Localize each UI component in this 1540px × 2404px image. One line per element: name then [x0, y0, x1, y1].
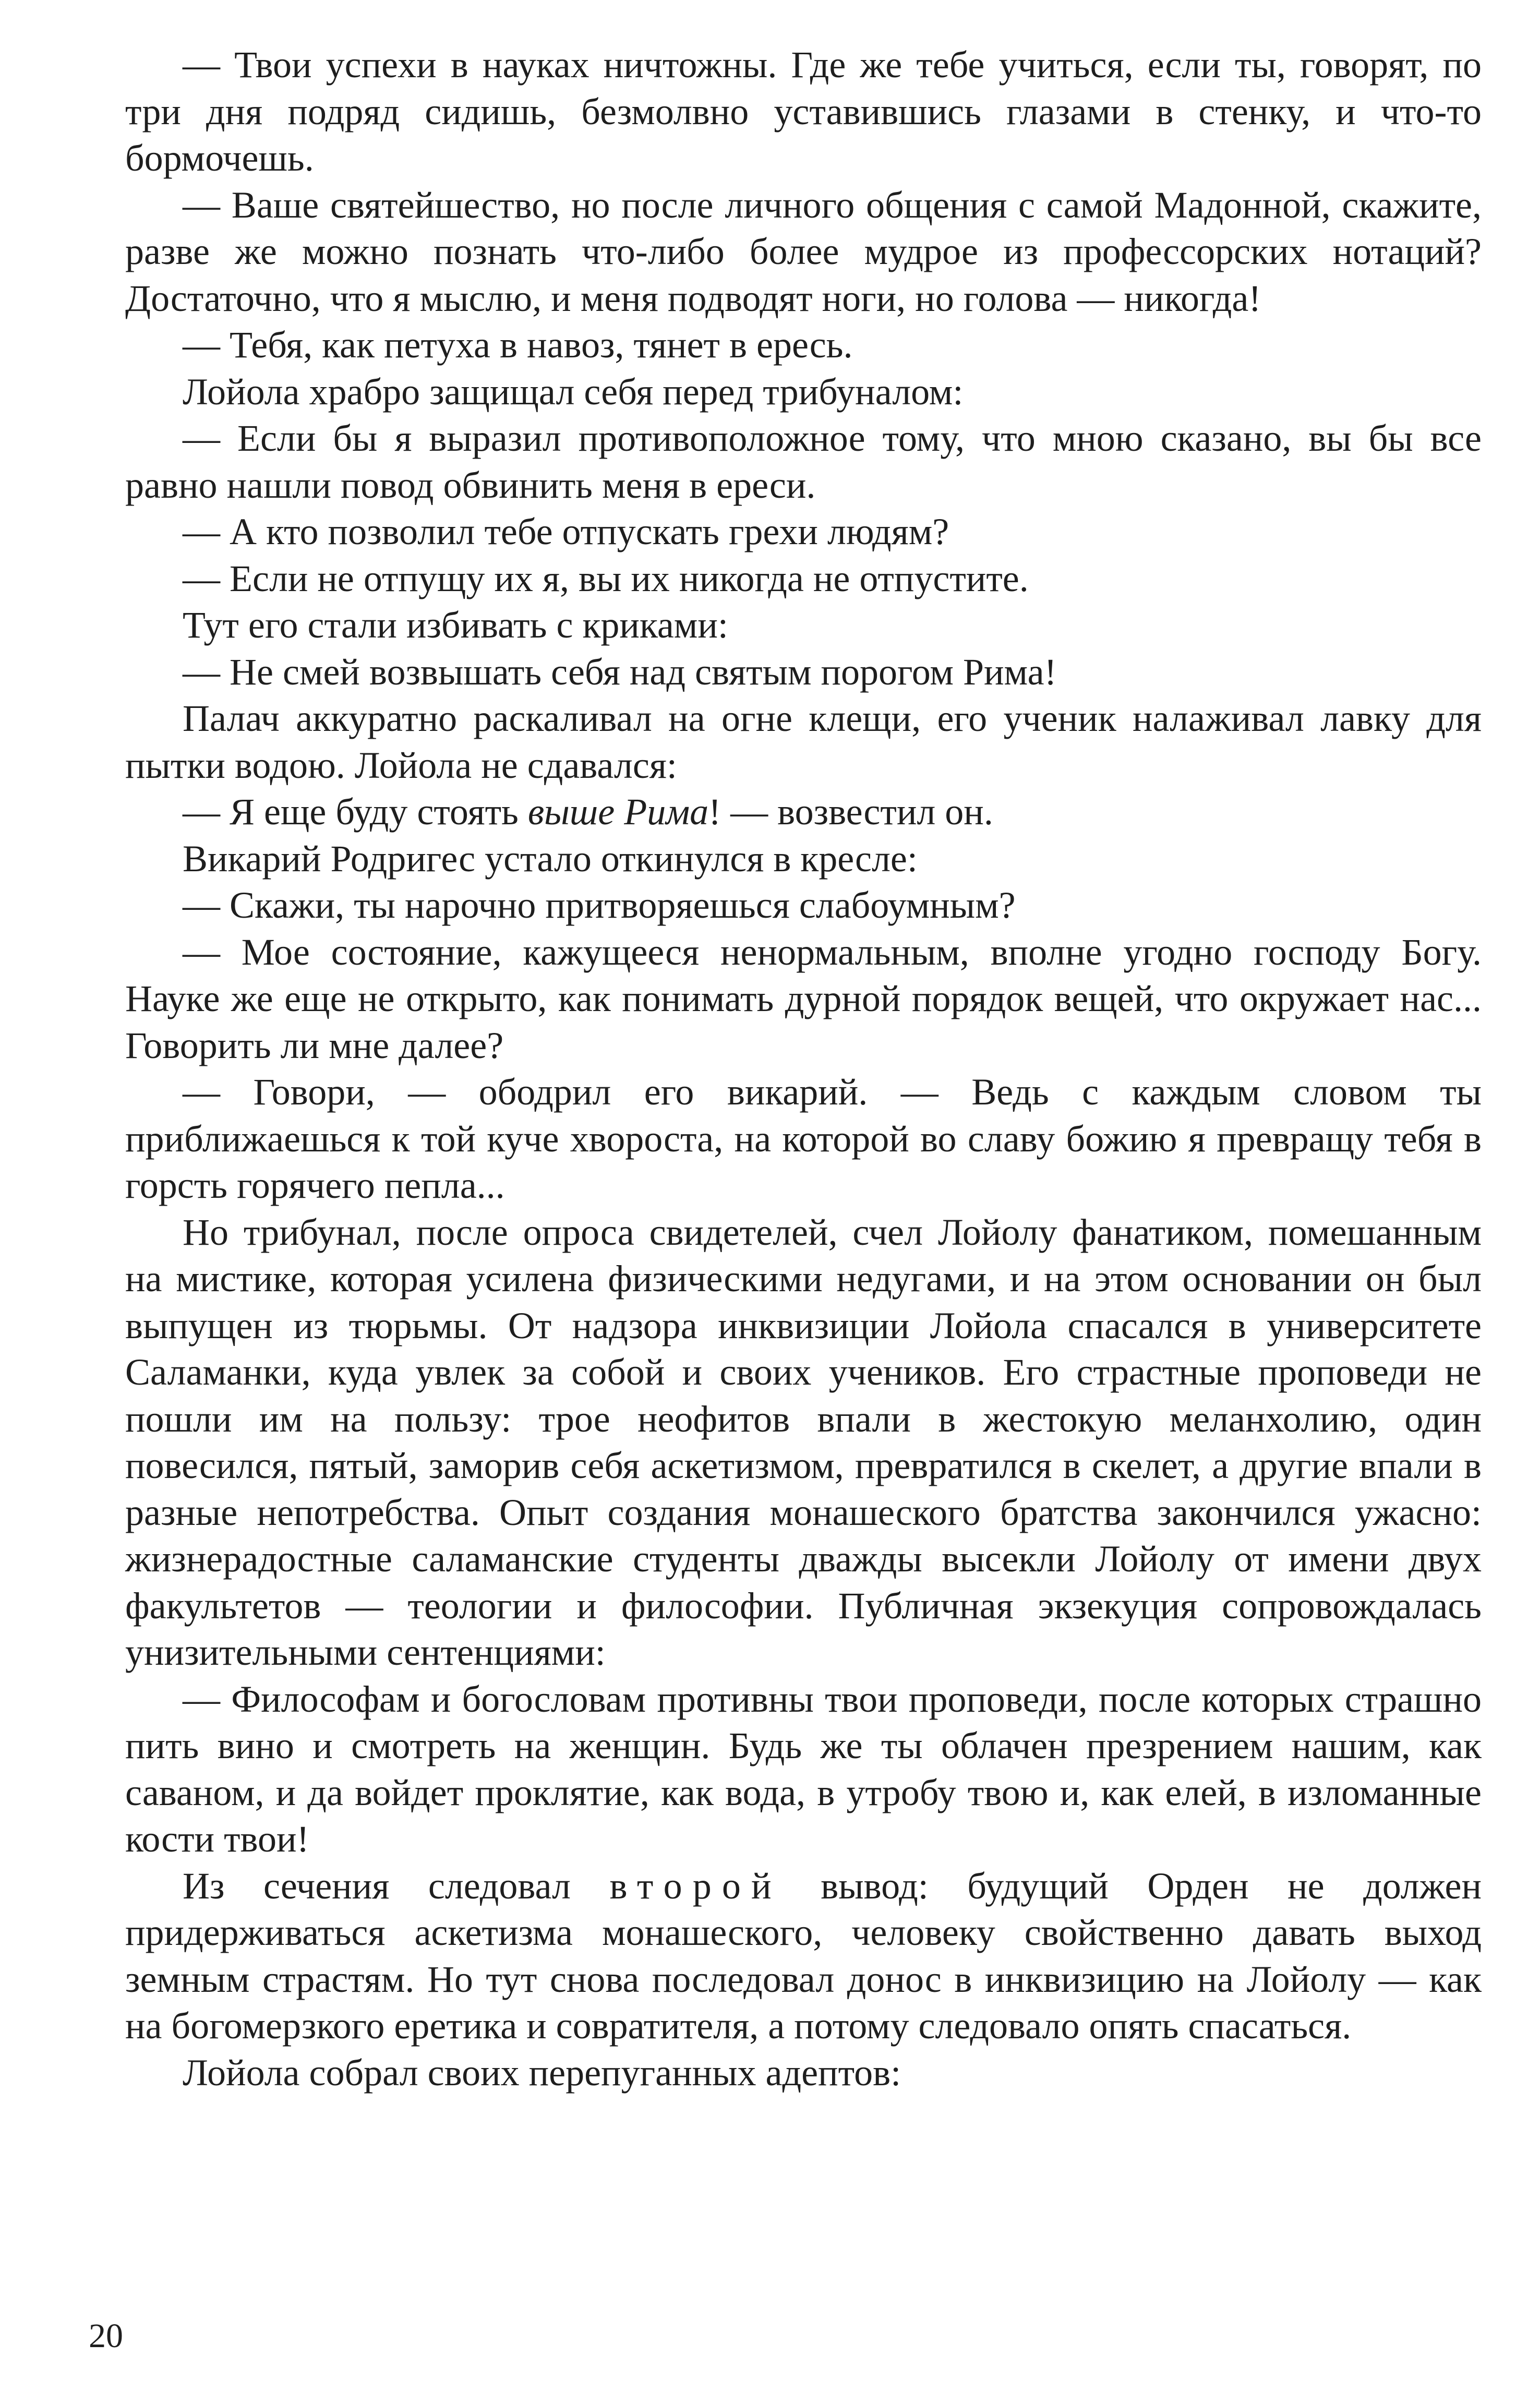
paragraph: — Тебя, как петуха в навоз, тянет в ересь.	[183, 324, 853, 366]
paragraph-text: вывод: будущий Орден не должен придерживаться аскетизма монашеского, человеку свойственно давать выход земным страстям. Но тут снова последовал донос в инквизицию на Лойолу — как на богомерзкого еретика и совратителя, а потому следовало опять спасаться.	[125, 1865, 1482, 2047]
paragraph-text: ! — возвестил он.	[708, 791, 993, 833]
paragraph: — Если не отпущу их я, вы их никогда не отпустите.	[183, 557, 1029, 599]
paragraph	[125, 789, 1482, 836]
paragraph-text: Из сечения следовал	[183, 1865, 610, 1907]
paragraph: — Ваше святейшество, но после личного общения с самой Мадонной, скажите, разве же можно познать что-либо более мудрое из профессорских нотаций? Достаточно, что я мыслю, и меня подводят ноги, но голова — никогда!	[125, 184, 1482, 319]
paragraph: Викарий Родригес устало откинулся в кресле:	[183, 837, 918, 880]
paragraph: — Философам и богословам противны твои проповеди, после которых страшно пить вино и смотреть на женщин. Будь же ты облачен презрением нашим, как саваном, и да войдет проклятие, как вода, в утробу твою и, как елей, в изломанные кости твои!	[125, 1678, 1482, 1860]
paragraph: Но трибунал, после опроса свидетелей, счел Лойолу фанатиком, помешанным на мистике, которая усилена физическими недугами, и на этом основании он был выпущен из тюрьмы. От надзора инквизиции Лойола спасался в университете Саламанки, куда увлек за собой и своих учеников. Его страстные проповеди не пошли им на пользу: трое неофитов впали в жестокую меланхолию, один повесился, пятый, заморив себя аскетизмом, превратился в скелет, а другие впали в разные непотребства. Опыт создания монашеского братства закончился ужасно: жизнерадостные саламанские студенты дважды высекли Лойолу от имени двух факультетов — теологии и философии. Публичная экзекуция сопровождалась унизительными сентенциями:	[125, 1211, 1482, 1673]
page-number: 20	[89, 2317, 123, 2355]
italic-phrase: выше Рима	[527, 791, 709, 833]
paragraph: — Скажи, ты нарочно притворяешься слабоумным?	[183, 884, 1016, 926]
paragraph: — Твои успехи в науках ничтожны. Где же тебе учиться, если ты, говорят, по три дня подряд сидишь, безмолвно уставившись глазами в стенку, и что-то бормочешь.	[125, 44, 1482, 179]
paragraph: Тут его стали избивать с криками:	[183, 604, 728, 646]
spaced-word: второй	[609, 1865, 782, 1907]
paragraph: Лойола собрал своих перепуганных адептов:	[183, 2051, 901, 2094]
page-text	[125, 42, 1482, 2096]
paragraph: Палач аккуратно раскаливал на огне клещи, его ученик налаживал лавку для пытки водою. Лойола не сдавался:	[125, 698, 1482, 786]
book-page	[125, 42, 1482, 2285]
paragraph-text: — Я еще буду стоять	[183, 791, 528, 833]
paragraph: — Говори, — ободрил его викарий. — Ведь с каждым словом ты приближаешься к той куче хвороста, на которой во славу божию я превращу тебя в горсть горячего пепла...	[125, 1071, 1482, 1206]
paragraph: — Не смей возвышать себя над святым порогом Рима!	[183, 651, 1057, 693]
paragraph: — Мое состояние, кажущееся ненормальным, вполне угодно господу Богу. Науке же еще не открыто, как понимать дурной порядок вещей, что окружает нас... Говорить ли мне далее?	[125, 931, 1482, 1066]
paragraph: Лойола храбро защищал себя перед трибуналом:	[183, 370, 964, 413]
paragraph: — Если бы я выразил противоположное тому, что мною сказано, вы бы все равно нашли повод обвинить меня в ереси.	[125, 417, 1482, 506]
paragraph	[125, 1863, 1482, 2050]
paragraph: — А кто позволил тебе отпускать грехи людям?	[183, 511, 949, 552]
